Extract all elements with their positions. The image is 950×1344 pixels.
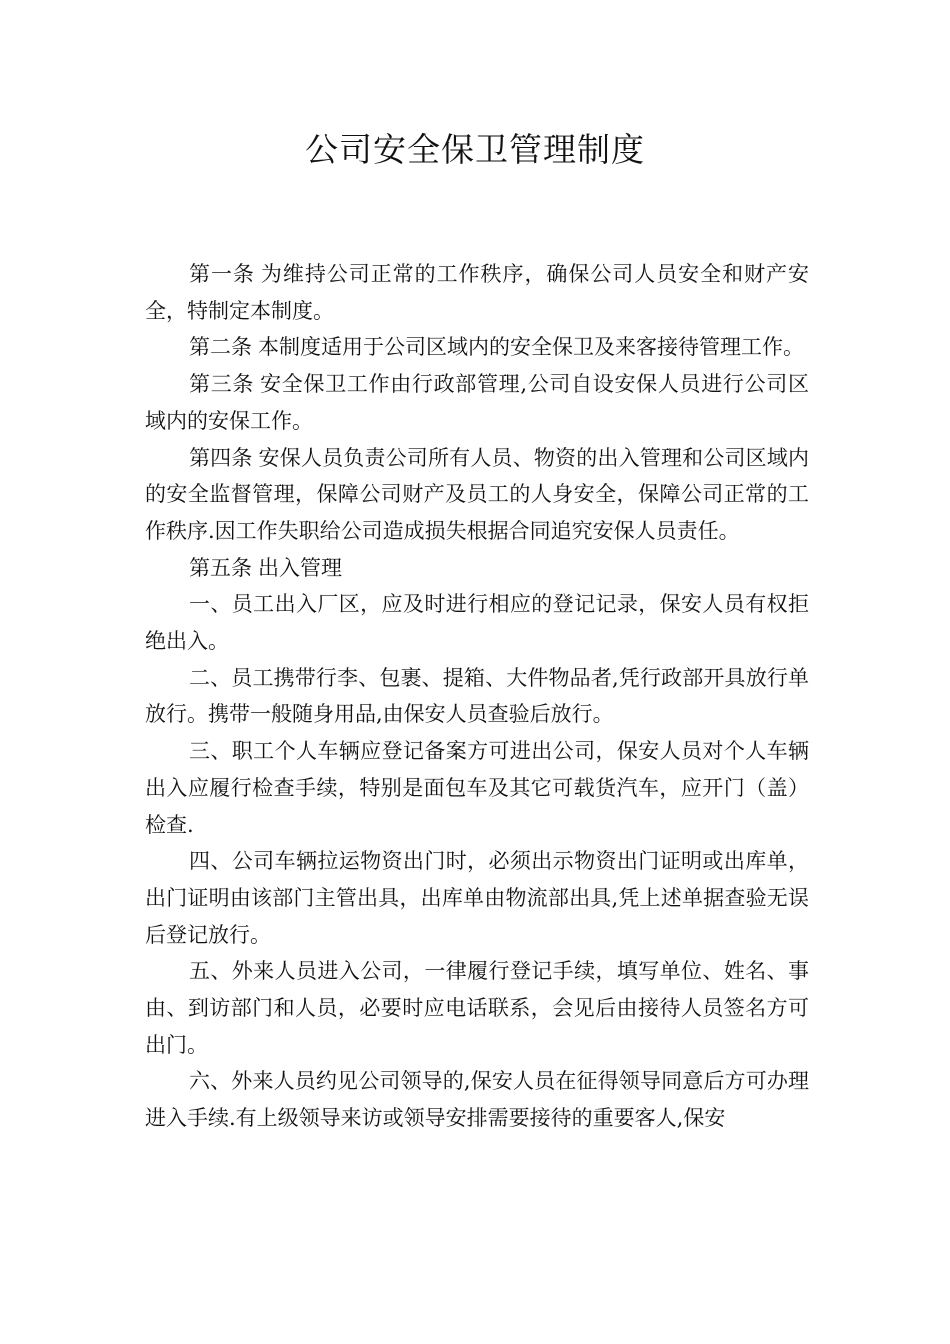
article-text: 为维持公司正常的工作秩序，确保公司人员安全和财产安全，特制定本制度。 xyxy=(145,262,809,323)
article-4 xyxy=(145,440,809,550)
article-label: 第三条 xyxy=(189,372,255,397)
clause-2 xyxy=(145,660,809,733)
article-label: 第二条 xyxy=(189,335,252,360)
article-label: 第一条 xyxy=(189,262,255,286)
clause-text: 三、职工个人车辆应登记备案方可进出公司，保安人员对个人车辆出入应履行检查手续，特别是面包车及其它可载货汽车，应开门（盖）检查. xyxy=(145,739,809,837)
article-text: 出入管理 xyxy=(258,555,342,580)
clause-5 xyxy=(145,953,809,1063)
article-text: 安全保卫工作由行政部管理,公司自设安保人员进行公司区域内的安保工作。 xyxy=(145,372,809,433)
clause-text: 五、外来人员进入公司，一律履行登记手续，填写单位、姓名、事由、到访部门和人员，必要时应电话联系，会见后由接待人员签名方可出门。 xyxy=(145,959,809,1057)
article-label: 第四条 xyxy=(189,445,253,470)
article-text: 安保人员负责公司所有人员、物资的出入管理和公司区域内的安全监督管理，保障公司财产及员工的人身安全，保障公司正常的工作秩序.因工作失职给公司造成损失根据合同追究安保人员责任。 xyxy=(145,445,810,543)
document-body xyxy=(145,256,809,1137)
article-2 xyxy=(145,329,809,366)
article-3 xyxy=(145,366,809,439)
article-5 xyxy=(145,550,809,587)
clause-text: 二、员工携带行李、包裹、提箱、大件物品者,凭行政部开具放行单放行。携带一般随身用品,由保安人员查验后放行。 xyxy=(145,665,809,727)
article-text: 本制度适用于公司区域内的安全保卫及来客接待管理工作。 xyxy=(258,335,804,360)
clause-1 xyxy=(145,586,809,659)
clause-text: 一、员工出入厂区，应及时进行相应的登记记录，保安人员有权拒绝出入。 xyxy=(145,592,809,654)
clause-3 xyxy=(145,733,809,843)
document-title: 公司安全保卫管理制度 xyxy=(305,130,645,169)
article-1 xyxy=(145,256,809,329)
clause-6 xyxy=(145,1063,809,1136)
clause-text: 六、外来人员约见公司领导的,保安人员在征得领导同意后方可办理进入手续.有上级领导来访或领导安排需要接待的重要客人,保安 xyxy=(145,1069,809,1131)
clause-text: 四、公司车辆拉运物资出门时，必须出示物资出门证明或出库单，出门证明由该部门主管出具，出库单由物流部出具,凭上述单据查验无误后登记放行。 xyxy=(145,849,809,947)
article-label: 第五条 xyxy=(189,555,252,580)
clause-4 xyxy=(145,843,809,953)
